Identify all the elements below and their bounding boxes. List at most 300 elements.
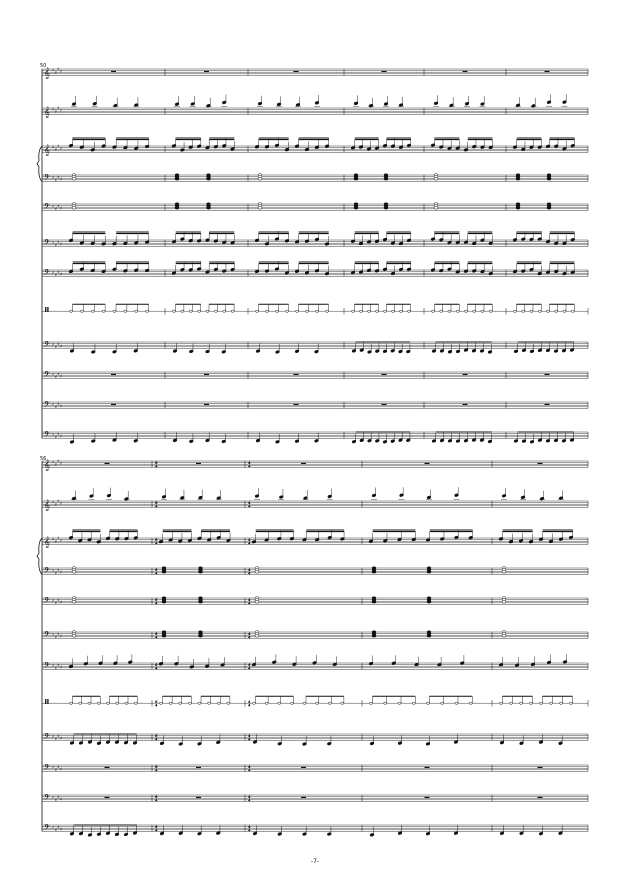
percussion-note bbox=[125, 702, 128, 704]
sharp-icon: ♯ bbox=[57, 459, 60, 465]
chord-notehead bbox=[175, 178, 179, 181]
page-number: -7- bbox=[310, 858, 320, 865]
whole-rest-icon bbox=[382, 404, 387, 405]
bass-clef-icon: 𝄢 bbox=[44, 203, 50, 213]
sharp-icon: ♯ bbox=[54, 147, 57, 153]
chord-notehead bbox=[255, 601, 259, 604]
percussion-note bbox=[509, 702, 512, 704]
percussion-note bbox=[265, 310, 268, 312]
time-signature-numerator: 4 bbox=[248, 538, 251, 542]
sharp-icon: ♯ bbox=[52, 537, 55, 543]
sharp-icon: ♯ bbox=[57, 67, 60, 73]
sharp-icon: ♯ bbox=[54, 601, 57, 607]
chord-notehead bbox=[199, 635, 203, 638]
sharp-icon: ♯ bbox=[57, 734, 60, 740]
treble-clef-icon: 𝄞 bbox=[44, 500, 50, 511]
sharp-icon: ♯ bbox=[57, 765, 60, 771]
percussion-note bbox=[223, 310, 226, 312]
whole-rest-icon bbox=[538, 767, 543, 768]
time-signature-numerator: 6 bbox=[155, 461, 158, 465]
chord-notehead bbox=[427, 635, 431, 638]
percussion-note bbox=[303, 702, 306, 704]
chord-notehead bbox=[372, 635, 376, 638]
time-signature-numerator: 4 bbox=[248, 663, 251, 667]
bass-clef-icon: 𝄢 bbox=[44, 662, 50, 672]
sharp-icon: ♯ bbox=[59, 539, 62, 545]
chord-notehead bbox=[547, 178, 551, 181]
whole-rest-icon bbox=[294, 374, 299, 375]
sharp-icon: ♯ bbox=[54, 666, 57, 672]
percussion-note bbox=[134, 702, 137, 704]
percussion-note bbox=[135, 310, 138, 312]
sharp-icon: ♯ bbox=[52, 735, 55, 741]
percussion-note bbox=[455, 702, 458, 704]
bass-clef-icon: 𝄢 bbox=[44, 764, 50, 774]
percussion-note bbox=[431, 310, 434, 312]
chord-notehead bbox=[516, 207, 520, 210]
sharp-icon: ♯ bbox=[54, 178, 57, 184]
percussion-note bbox=[285, 310, 288, 312]
sharp-icon: ♯ bbox=[57, 270, 60, 276]
sharp-icon: ♯ bbox=[54, 571, 57, 577]
sharp-icon: ♯ bbox=[59, 600, 62, 606]
percussion-note bbox=[538, 310, 541, 312]
sharp-icon: ♯ bbox=[59, 109, 62, 115]
sharp-icon: ♯ bbox=[52, 796, 55, 802]
sharp-icon: ♯ bbox=[59, 797, 62, 803]
percussion-note bbox=[106, 702, 109, 704]
time-signature-denominator: 4 bbox=[248, 768, 251, 773]
percussion-note bbox=[231, 310, 234, 312]
time-signature-denominator: 4 bbox=[248, 541, 251, 546]
percussion-note bbox=[530, 310, 533, 312]
time-signature-denominator: 4 bbox=[248, 504, 251, 509]
time-signature-numerator: 6 bbox=[155, 538, 158, 542]
time-signature-denominator: 4 bbox=[248, 737, 251, 742]
percussion-note bbox=[295, 310, 298, 312]
time-signature-numerator: 6 bbox=[155, 700, 158, 704]
percussion-note bbox=[440, 310, 443, 312]
whole-rest-icon bbox=[105, 797, 110, 798]
sharp-icon: ♯ bbox=[59, 344, 62, 350]
sharp-icon: ♯ bbox=[54, 405, 57, 411]
percussion-note bbox=[79, 702, 82, 704]
chord-notehead bbox=[162, 601, 166, 604]
time-signature-denominator: 4 bbox=[155, 666, 158, 671]
chord-notehead bbox=[207, 178, 211, 181]
sharp-icon: ♯ bbox=[59, 177, 62, 183]
sharp-icon: ♯ bbox=[54, 635, 57, 641]
percussion-note bbox=[325, 310, 328, 312]
percussion-note bbox=[549, 702, 552, 704]
time-signature-denominator: 4 bbox=[155, 703, 158, 708]
time-signature-numerator: 6 bbox=[155, 765, 158, 769]
bass-clef-icon: 𝄢 bbox=[44, 341, 50, 351]
sharp-icon: ♯ bbox=[52, 68, 55, 74]
chord-notehead bbox=[258, 207, 262, 210]
treble-clef-icon: 𝄞 bbox=[44, 460, 50, 471]
percussion-note bbox=[91, 310, 94, 312]
percussion-note bbox=[384, 702, 387, 704]
sharp-icon: ♯ bbox=[57, 175, 60, 181]
whole-rest-icon bbox=[425, 463, 430, 464]
sharp-icon: ♯ bbox=[52, 176, 55, 182]
time-signature-denominator: 4 bbox=[248, 635, 251, 640]
whole-rest-icon bbox=[105, 767, 110, 768]
chord-notehead bbox=[72, 571, 76, 574]
time-signature-numerator: 6 bbox=[155, 568, 158, 572]
whole-rest-icon bbox=[196, 767, 201, 768]
sharp-icon: ♯ bbox=[57, 663, 60, 669]
sharp-icon: ♯ bbox=[59, 634, 62, 640]
whole-rest-icon bbox=[463, 404, 468, 405]
sharp-icon: ♯ bbox=[52, 241, 55, 247]
percussion-note bbox=[316, 702, 319, 704]
chord-notehead bbox=[354, 178, 358, 181]
sharp-icon: ♯ bbox=[52, 403, 55, 409]
percussion-note bbox=[539, 702, 542, 704]
treble-clef-icon: 𝄞 bbox=[44, 107, 50, 118]
sharp-icon: ♯ bbox=[59, 206, 62, 212]
percussion-note bbox=[252, 702, 255, 704]
bass-clef-icon: 𝄢 bbox=[44, 794, 50, 804]
chord-notehead bbox=[502, 571, 506, 574]
percussion-note bbox=[426, 702, 429, 704]
percussion-note bbox=[412, 702, 415, 704]
sharp-icon: ♯ bbox=[54, 768, 57, 774]
percussion-note bbox=[198, 702, 201, 704]
percussion-note bbox=[473, 310, 476, 312]
whole-rest-icon bbox=[204, 404, 209, 405]
percussion-note bbox=[208, 702, 211, 704]
percussion-note bbox=[146, 310, 149, 312]
percussion-note bbox=[448, 310, 451, 312]
percussion-note bbox=[189, 310, 192, 312]
percussion-clef-icon bbox=[47, 699, 48, 704]
whole-rest-icon bbox=[545, 71, 550, 72]
percussion-note bbox=[188, 702, 191, 704]
percussion-note bbox=[290, 702, 293, 704]
sharp-icon: ♯ bbox=[59, 462, 62, 468]
time-signature-denominator: 4 bbox=[155, 798, 158, 803]
time-signature-numerator: 4 bbox=[248, 632, 251, 636]
percussion-note bbox=[529, 702, 532, 704]
time-signature-denominator: 4 bbox=[248, 666, 251, 671]
sharp-icon: ♯ bbox=[57, 204, 60, 210]
sharp-icon: ♯ bbox=[54, 207, 57, 213]
sharp-icon: ♯ bbox=[52, 569, 55, 575]
percussion-note bbox=[124, 310, 127, 312]
percussion-note bbox=[519, 702, 522, 704]
whole-rest-icon bbox=[382, 374, 387, 375]
chord-notehead bbox=[199, 601, 203, 604]
treble-clef-icon: 𝄞 bbox=[44, 68, 50, 79]
sharp-icon: ♯ bbox=[57, 598, 60, 604]
whole-rest-icon bbox=[204, 71, 209, 72]
time-signature-numerator: 6 bbox=[155, 632, 158, 636]
bass-clef-icon: 𝄢 bbox=[44, 174, 50, 184]
percussion-note bbox=[522, 310, 525, 312]
percussion-note bbox=[69, 310, 72, 312]
time-signature-denominator: 4 bbox=[155, 504, 158, 509]
percussion-note bbox=[375, 310, 378, 312]
sharp-icon: ♯ bbox=[57, 372, 60, 378]
percussion-note bbox=[214, 310, 217, 312]
sharp-icon: ♯ bbox=[54, 243, 57, 249]
percussion-note bbox=[571, 310, 574, 312]
sharp-icon: ♯ bbox=[59, 434, 62, 440]
bass-clef-icon: 𝄢 bbox=[44, 401, 50, 411]
time-signature-denominator: 4 bbox=[155, 601, 158, 606]
bass-clef-icon: 𝄢 bbox=[44, 733, 50, 743]
sharp-icon: ♯ bbox=[52, 664, 55, 670]
whole-rest-icon bbox=[111, 71, 116, 72]
percussion-note bbox=[513, 310, 516, 312]
sharp-icon: ♯ bbox=[59, 147, 62, 153]
chord-notehead bbox=[502, 635, 506, 638]
bass-clef-icon: 𝄢 bbox=[44, 597, 50, 607]
sharp-icon: ♯ bbox=[54, 539, 57, 545]
whole-rest-icon bbox=[294, 404, 299, 405]
bass-clef-icon: 𝄢 bbox=[44, 631, 50, 641]
sharp-icon: ♯ bbox=[57, 144, 60, 150]
percussion-note bbox=[407, 310, 410, 312]
percussion-note bbox=[489, 310, 492, 312]
percussion-note bbox=[69, 702, 72, 704]
percussion-note bbox=[255, 310, 258, 312]
percussion-note bbox=[315, 310, 318, 312]
percussion-note bbox=[398, 702, 401, 704]
sharp-icon: ♯ bbox=[52, 107, 55, 113]
bass-clef-icon: 𝄢 bbox=[44, 269, 50, 279]
sharp-icon: ♯ bbox=[52, 826, 55, 832]
sharp-icon: ♯ bbox=[54, 345, 57, 351]
percussion-note bbox=[172, 310, 175, 312]
time-signature-denominator: 4 bbox=[248, 828, 251, 833]
percussion-note bbox=[179, 702, 182, 704]
percussion-note bbox=[97, 702, 100, 704]
sharp-icon: ♯ bbox=[52, 766, 55, 772]
chord-notehead bbox=[502, 601, 506, 604]
sharp-icon: ♯ bbox=[52, 373, 55, 379]
time-signature-numerator: 4 bbox=[248, 568, 251, 572]
whole-rest-icon bbox=[545, 404, 550, 405]
percussion-note bbox=[159, 702, 162, 704]
sharp-icon: ♯ bbox=[59, 665, 62, 671]
time-signature-denominator: 4 bbox=[155, 571, 158, 576]
sharp-icon: ♯ bbox=[59, 570, 62, 576]
whole-rest-icon bbox=[538, 797, 543, 798]
sharp-icon: ♯ bbox=[54, 375, 57, 381]
brace-icon bbox=[37, 146, 42, 181]
bass-clef-icon: 𝄢 bbox=[44, 567, 50, 577]
chord-notehead bbox=[175, 207, 179, 210]
percussion-note bbox=[456, 310, 459, 312]
percussion-note bbox=[116, 702, 119, 704]
time-signature-numerator: 6 bbox=[155, 734, 158, 738]
bass-clef-icon: 𝄢 bbox=[44, 824, 50, 834]
whole-rest-icon bbox=[425, 797, 430, 798]
sharp-icon: ♯ bbox=[59, 70, 62, 76]
time-signature-denominator: 4 bbox=[155, 828, 158, 833]
percussion-note bbox=[265, 702, 268, 704]
percussion-note bbox=[441, 702, 444, 704]
whole-rest-icon bbox=[294, 71, 299, 72]
percussion-note bbox=[391, 310, 394, 312]
whole-rest-icon bbox=[111, 404, 116, 405]
chord-notehead bbox=[207, 207, 211, 210]
sharp-icon: ♯ bbox=[54, 70, 57, 76]
chord-notehead bbox=[72, 178, 76, 181]
brace-icon bbox=[37, 538, 42, 574]
time-signature-numerator: 4 bbox=[248, 501, 251, 505]
chord-notehead bbox=[258, 178, 262, 181]
percussion-note bbox=[367, 310, 370, 312]
time-signature-numerator: 4 bbox=[248, 598, 251, 602]
sharp-icon: ♯ bbox=[54, 737, 57, 743]
sharp-icon: ♯ bbox=[52, 343, 55, 349]
chord-notehead bbox=[72, 635, 76, 638]
percussion-note bbox=[351, 310, 354, 312]
time-signature-numerator: 4 bbox=[248, 825, 251, 829]
percussion-note bbox=[399, 310, 402, 312]
chord-notehead bbox=[384, 207, 388, 210]
sharp-icon: ♯ bbox=[57, 568, 60, 574]
percussion-note bbox=[481, 310, 484, 312]
sharp-icon: ♯ bbox=[59, 827, 62, 833]
whole-rest-icon bbox=[105, 463, 110, 464]
chord-notehead bbox=[372, 601, 376, 604]
percussion-note bbox=[464, 310, 467, 312]
percussion-note bbox=[569, 702, 572, 704]
sharp-icon: ♯ bbox=[52, 271, 55, 277]
percussion-clef-icon bbox=[45, 307, 46, 312]
chord-notehead bbox=[434, 207, 438, 210]
sharp-icon: ♯ bbox=[57, 499, 60, 505]
bass-clef-icon: 𝄢 bbox=[44, 239, 50, 249]
whole-rest-icon bbox=[196, 797, 201, 798]
time-signature-numerator: 6 bbox=[155, 795, 158, 799]
sharp-icon: ♯ bbox=[57, 240, 60, 246]
chord-notehead bbox=[162, 571, 166, 574]
percussion-note bbox=[546, 310, 549, 312]
chord-notehead bbox=[72, 601, 76, 604]
percussion-note bbox=[559, 702, 562, 704]
percussion-note bbox=[113, 310, 116, 312]
sharp-icon: ♯ bbox=[59, 767, 62, 773]
percussion-note bbox=[198, 310, 201, 312]
measure-number-system-1: 50 bbox=[40, 63, 47, 69]
sharp-icon: ♯ bbox=[59, 502, 62, 508]
percussion-note bbox=[181, 310, 184, 312]
whole-rest-icon bbox=[538, 463, 543, 464]
chord-notehead bbox=[427, 571, 431, 574]
percussion-note bbox=[341, 702, 344, 704]
sharp-icon: ♯ bbox=[57, 402, 60, 408]
percussion-note bbox=[102, 310, 105, 312]
whole-rest-icon bbox=[463, 71, 468, 72]
chord-notehead bbox=[547, 207, 551, 210]
percussion-clef-icon bbox=[47, 307, 48, 312]
whole-rest-icon bbox=[425, 767, 430, 768]
percussion-note bbox=[227, 702, 230, 704]
time-signature-numerator: 6 bbox=[155, 825, 158, 829]
percussion-note bbox=[217, 702, 220, 704]
time-signature-denominator: 4 bbox=[248, 464, 251, 469]
chord-notehead bbox=[516, 178, 520, 181]
time-signature-denominator: 4 bbox=[155, 768, 158, 773]
time-signature-denominator: 4 bbox=[248, 601, 251, 606]
sharp-icon: ♯ bbox=[57, 106, 60, 112]
percussion-note bbox=[359, 310, 362, 312]
whole-rest-icon bbox=[382, 71, 387, 72]
sharp-icon: ♯ bbox=[52, 599, 55, 605]
sharp-icon: ♯ bbox=[57, 432, 60, 438]
sharp-icon: ♯ bbox=[54, 798, 57, 804]
sharp-icon: ♯ bbox=[52, 145, 55, 151]
time-signature-denominator: 4 bbox=[155, 635, 158, 640]
percussion-note bbox=[169, 702, 172, 704]
whole-rest-icon bbox=[204, 374, 209, 375]
chord-notehead bbox=[427, 601, 431, 604]
chord-notehead bbox=[354, 207, 358, 210]
bass-clef-icon: 𝄢 bbox=[44, 431, 50, 441]
chord-notehead bbox=[255, 571, 259, 574]
whole-rest-icon bbox=[301, 767, 306, 768]
percussion-note bbox=[383, 310, 386, 312]
time-signature-numerator: 4 bbox=[248, 795, 251, 799]
time-signature-denominator: 4 bbox=[248, 571, 251, 576]
whole-rest-icon bbox=[301, 797, 306, 798]
sharp-icon: ♯ bbox=[52, 460, 55, 466]
time-signature-numerator: 6 bbox=[155, 663, 158, 667]
time-signature-denominator: 4 bbox=[155, 464, 158, 469]
chord-notehead bbox=[199, 571, 203, 574]
percussion-note bbox=[499, 702, 502, 704]
sharp-icon: ♯ bbox=[59, 242, 62, 248]
time-signature-numerator: 4 bbox=[248, 765, 251, 769]
treble-clef-icon: 𝄞 bbox=[44, 537, 50, 548]
sharp-icon: ♯ bbox=[54, 109, 57, 115]
time-signature-numerator: 4 bbox=[248, 700, 251, 704]
sharp-icon: ♯ bbox=[54, 828, 57, 834]
measure-number-system-2: 56 bbox=[40, 456, 47, 462]
percussion-note bbox=[563, 310, 566, 312]
time-signature-numerator: 6 bbox=[155, 501, 158, 505]
sharp-icon: ♯ bbox=[54, 462, 57, 468]
sharp-icon: ♯ bbox=[57, 795, 60, 801]
time-signature-denominator: 4 bbox=[248, 798, 251, 803]
whole-rest-icon bbox=[545, 374, 550, 375]
sharp-icon: ♯ bbox=[52, 205, 55, 211]
treble-clef-icon: 𝄞 bbox=[44, 145, 50, 156]
chord-notehead bbox=[162, 635, 166, 638]
percussion-note bbox=[305, 310, 308, 312]
sharp-icon: ♯ bbox=[54, 435, 57, 441]
percussion-note bbox=[80, 310, 83, 312]
time-signature-denominator: 4 bbox=[155, 737, 158, 742]
time-signature-numerator: 4 bbox=[248, 461, 251, 465]
percussion-note bbox=[275, 310, 278, 312]
whole-rest-icon bbox=[463, 374, 468, 375]
time-signature-denominator: 4 bbox=[155, 541, 158, 546]
time-signature-numerator: 4 bbox=[248, 734, 251, 738]
chord-notehead bbox=[384, 178, 388, 181]
chord-notehead bbox=[372, 571, 376, 574]
sharp-icon: ♯ bbox=[59, 736, 62, 742]
chord-notehead bbox=[255, 635, 259, 638]
percussion-note bbox=[206, 310, 209, 312]
